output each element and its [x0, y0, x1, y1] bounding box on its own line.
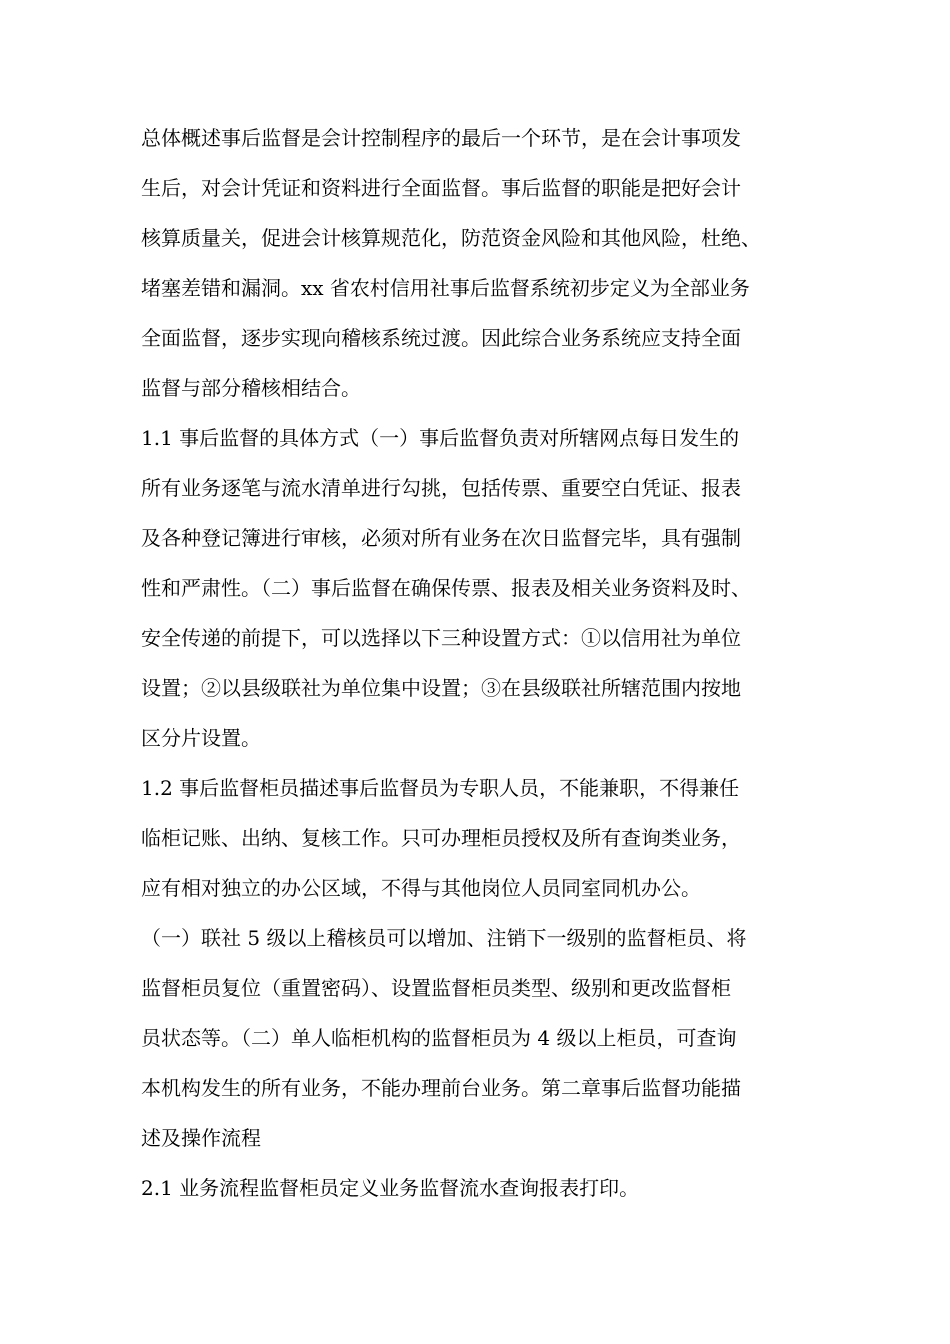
text-line: 总体概述事后监督是会计控制程序的最后一个环节，是在会计事项发 [141, 126, 741, 150]
paragraph-section-1-2 [141, 763, 831, 913]
text-line: 2.1 业务流程监督柜员定义业务监督流水查询报表打印。 [141, 1176, 640, 1200]
text-line: 堵塞差错和漏洞。xx 省农村信用社事后监督系统初步定义为全部业务 [141, 276, 750, 300]
text-line: 全面监督，逐步实现向稽核系统过渡。因此综合业务系统应支持全面 [141, 326, 741, 350]
text-line: 本机构发生的所有业务，不能办理前台业务。第二章事后监督功能描 [141, 1076, 741, 1100]
text-line: 员状态等。（二）单人临柜机构的监督柜员为 4 级以上柜员，可查询 [141, 1026, 737, 1050]
text-line: 述及操作流程 [141, 1126, 261, 1150]
text-line: 临柜记账、出纳、复核工作。只可办理柜员授权及所有查询类业务， [141, 826, 741, 850]
paragraph-section-1-1 [141, 413, 831, 763]
text-line: 核算质量关，促进会计核算规范化，防范资金风险和其他风险，杜绝、 [141, 226, 761, 250]
text-line: 1.2 事后监督柜员描述事后监督员为专职人员，不能兼职，不得兼任 [141, 776, 740, 800]
paragraph-section-2-1 [141, 1163, 831, 1213]
text-line: 性和严肃性。（二）事后监督在确保传票、报表及相关业务资料及时、 [141, 576, 751, 600]
text-line: 1.1 事后监督的具体方式（一）事后监督负责对所辖网点每日发生的 [141, 426, 740, 450]
text-line: 生后，对会计凭证和资料进行全面监督。事后监督的职能是把好会计 [141, 176, 741, 200]
text-line: 区分片设置。 [141, 726, 261, 750]
text-line: 监督与部分稽核相结合。 [141, 376, 361, 400]
text-line: （一）联社 5 级以上稽核员可以增加、注销下一级别的监督柜员、将 [141, 926, 747, 950]
text-line: 设置；②以县级联社为单位集中设置；③在县级联社所辖范围内按地 [141, 676, 741, 700]
text-line: 监督柜员复位（重置密码）、设置监督柜员类型、级别和更改监督柜 [141, 976, 731, 1000]
paragraph-section-1-2-items [141, 913, 831, 1163]
text-line: 安全传递的前提下，可以选择以下三种设置方式：①以信用社为单位 [141, 626, 741, 650]
paragraph-overview [141, 113, 831, 413]
document-body [141, 113, 831, 1213]
text-line: 及各种登记簿进行审核，必须对所有业务在次日监督完毕，具有强制 [141, 526, 741, 550]
text-line: 应有相对独立的办公区域，不得与其他岗位人员同室同机办公。 [141, 876, 701, 900]
text-line: 所有业务逐笔与流水清单进行勾挑，包括传票、重要空白凭证、报表 [141, 476, 741, 500]
